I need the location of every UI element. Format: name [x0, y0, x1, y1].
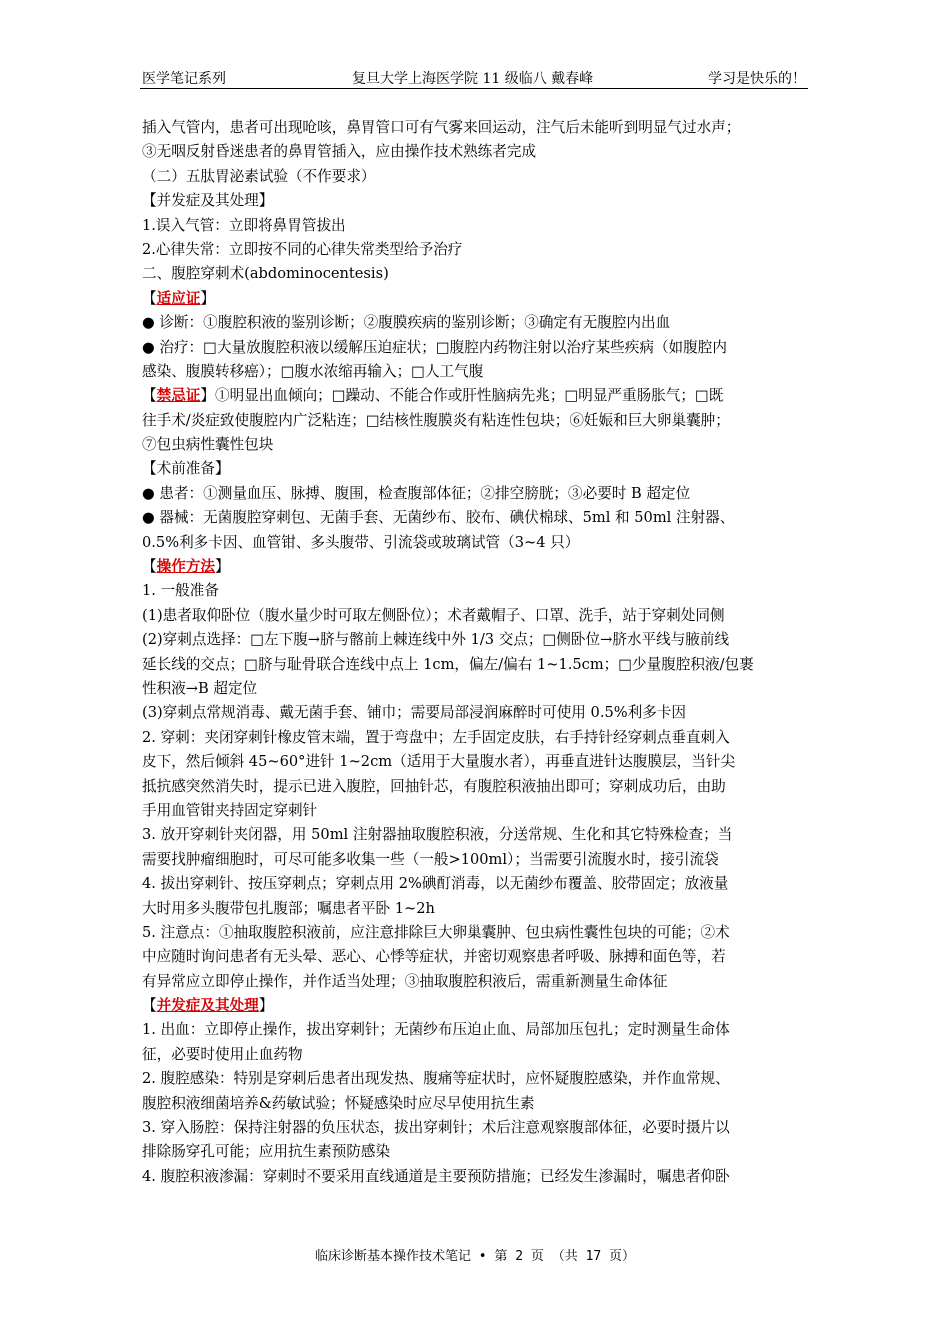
bracket-open: 【 [142, 289, 157, 307]
text-line: ● 诊断：①腹腔积液的鉴别诊断；②腹膜疾病的鉴别诊断；③确定有无腹腔内出血 [142, 314, 671, 332]
text-line: 往手术/炎症致使腹腔内广泛粘连；□结核性腹膜炎有粘连性包块；⑥妊娠和巨大卵巢囊肿； [142, 411, 730, 429]
text-line: 3. 放开穿刺针夹闭器，用 50ml 注射器抽取腹腔积液，分送常规、生化和其它特殊检查；当 [142, 826, 733, 844]
text-line: 2. 穿刺：夹闭穿刺针橡皮管末端，置于弯盘中；左手固定皮肤，右手持针经穿刺点垂直刺入 [142, 728, 730, 746]
text-line: 1. 出血：立即停止操作，拔出穿刺针；无菌纱布压迫止血、局部加压包扎；定时测量生命体 [142, 1021, 730, 1039]
bracket-open: 【 [142, 387, 157, 405]
text-line: 1. 一般准备 [142, 582, 219, 600]
text-line: 抵抗感突然消失时，提示已进入腹腔，回抽针芯，有腹腔积液抽出即可；穿刺成功后，由助 [142, 777, 726, 795]
text-line: ● 治疗：□大量放腹腔积液以缓解压迫症状；□腹腔内药物注射以治疗某些疾病（如腹腔内 [142, 338, 727, 356]
text-line: 皮下，然后倾斜 45~60°进针 1~2cm（适用于大量腹水者），再垂直进针达腹膜层，当针尖 [142, 753, 736, 771]
heading-trailing-text: 】①明显出血倾向；□躁动、不能合作或肝性脑病先兆；□明显严重肠胀气；□既 [200, 387, 724, 405]
text-line: 2. 腹腔感染：特别是穿刺后患者出现发热、腹痛等症状时，应怀疑腹腔感染，并作血常规、 [142, 1070, 730, 1088]
text-line: 4. 拔出穿刺针、按压穿刺点；穿刺点用 2%碘酊消毒，以无菌纱布覆盖、胶带固定；放液量 [142, 875, 729, 893]
text-line: 需要找肿瘤细胞时，可尽可能多收集一些（一般>100ml）；当需要引流腹水时，接引流袋 [142, 850, 719, 868]
text-line: 4. 腹腔积液渗漏：穿刺时不要采用直线通道是主要预防措施；已经发生渗漏时，嘱患者仰卧 [142, 1167, 730, 1185]
section-heading-line [142, 994, 810, 1018]
header-motto: 学习是快乐的！ [708, 71, 806, 87]
text-line: (2)穿刺点选择：□左下腹→脐与髂前上棘连线中外 1/3 交点；□侧卧位→脐水平线与腋前线 [142, 631, 730, 649]
bracket-open: 【 [142, 997, 157, 1015]
text-line: ③无咽反射昏迷患者的鼻胃管插入，应由操作技术熟练者完成 [142, 143, 537, 161]
bracket-open: 【 [142, 558, 157, 576]
text-line: 排除肠穿孔可能；应用抗生素预防感染 [142, 1143, 391, 1161]
text-line: 延长线的交点；□脐与耻骨联合连线中点上 1cm，偏左/偏右 1~1.5cm；□少量腹腔积液/包裹 [142, 655, 754, 673]
header-author-info: 复旦大学上海医学院 11 级临八 戴春峰 [352, 71, 594, 87]
text-line: 1.误入气管：立即将鼻胃管拔出 [142, 216, 346, 234]
heading-trailing-text: 】 [200, 289, 216, 307]
text-line: 2.心律失常：立即按不同的心律失常类型给予治疗 [142, 240, 463, 258]
text-line: ● 器械：无菌腹腔穿刺包、无菌手套、无菌纱布、胶布、碘伏棉球、5ml 和 50ml 注射器、 [142, 509, 735, 527]
text-line: 有异常应立即停止操作，并作适当处理；③抽取腹腔积液后，需重新测量生命体征 [142, 972, 668, 990]
text-line: 征，必要时使用止血药物 [142, 1045, 303, 1063]
text-line: 【术前准备】 [142, 460, 230, 478]
page-header [140, 66, 808, 89]
header-series-title: 医学笔记系列 [142, 71, 226, 87]
text-line: 腹腔积液细菌培养&药敏试验；怀疑感染时应尽早使用抗生素 [142, 1094, 535, 1112]
text-line: ● 患者：①测量血压、脉搏、腹围，检查腹部体征；②排空膀胱；③必要时 B 超定位 [142, 484, 691, 502]
section-heading-line [142, 384, 810, 408]
highlighted-heading: 操作方法 [156, 558, 215, 576]
section-heading-line [142, 287, 810, 311]
heading-trailing-text: 】 [258, 997, 274, 1015]
text-line: 感染、腹膜转移癌）；□腹水浓缩再输入；□人工气腹 [142, 362, 484, 380]
text-line: 性积液→B 超定位 [142, 679, 258, 697]
text-line: (3)穿刺点常规消毒、戴无菌手套、铺巾；需要局部浸润麻醉时可使用 0.5%利多卡因 [142, 704, 686, 722]
section-heading-line [142, 555, 810, 579]
text-line: 二、腹腔穿刺术(abdominocentesis) [142, 265, 389, 283]
text-line: 3. 穿入肠腔：保持注射器的负压状态，拔出穿刺针；术后注意观察腹部体征，必要时摄片以 [142, 1119, 730, 1137]
text-line: 0.5%利多卡因、血管钳、多头腹带、引流袋或玻璃试管（3~4 只） [142, 533, 580, 551]
text-line: 大时用多头腹带包扎腹部；嘱患者平卧 1~2h [142, 899, 435, 917]
text-line: 中应随时询问患者有无头晕、恶心、心悸等症状，并密切观察患者呼吸、脉搏和面色等，若 [142, 948, 726, 966]
page-footer: 临床诊断基本操作技术笔记 • 第 2 页 （共 17 页） [314, 1249, 636, 1264]
text-line: ⑦包虫病性囊性包块 [142, 436, 274, 454]
text-line: （二）五肽胃泌素试验（不作要求） [142, 167, 376, 185]
text-line: 5. 注意点：①抽取腹腔积液前，应注意排除巨大卵巢囊肿、包虫病性囊性包块的可能；②术 [142, 923, 730, 941]
text-line: 【并发症及其处理】 [142, 192, 274, 210]
highlighted-heading: 适应证 [156, 289, 201, 307]
text-line: 手用血管钳夹持固定穿刺针 [142, 801, 318, 819]
heading-trailing-text: 】 [215, 558, 230, 576]
highlighted-heading: 禁忌证 [156, 387, 201, 405]
text-line: (1)患者取仰卧位（腹水量少时可取左侧卧位）；术者戴帽子、口罩、洗手，站于穿刺处同侧 [142, 606, 725, 624]
document-body [142, 116, 810, 1189]
text-line: 插入气管内，患者可出现呛咳，鼻胃管口可有气雾来回运动，注气后未能听到明显气过水声； [142, 119, 741, 136]
highlighted-heading: 并发症及其处理 [156, 997, 259, 1015]
